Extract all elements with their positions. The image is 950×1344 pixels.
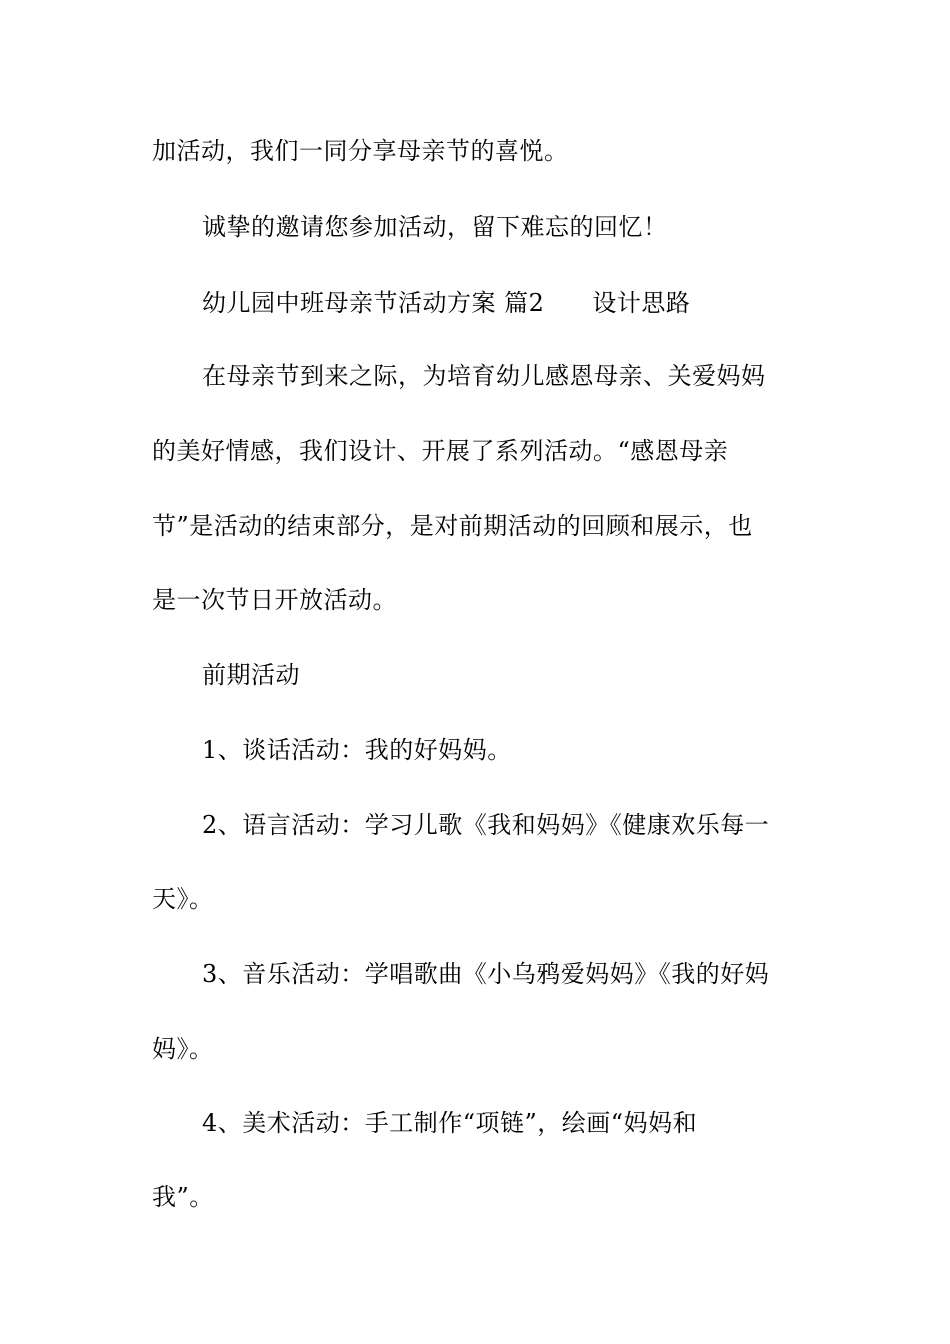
text-line: 1、谈话活动：我的好妈妈。 bbox=[202, 736, 512, 764]
text-line: 是一次节日开放活动。 bbox=[152, 586, 397, 614]
list-item bbox=[202, 1103, 697, 1143]
list-item bbox=[202, 954, 769, 994]
text-line: 2、语言活动：学习儿歌《我和妈妈》《健康欢乐每一 bbox=[202, 811, 770, 839]
list-item-continuation bbox=[152, 1177, 214, 1217]
design-paragraph-line bbox=[202, 356, 766, 396]
paragraph-continuation bbox=[152, 131, 569, 171]
text-line: 诚挚的邀请您参加活动，留下难忘的回忆！ bbox=[202, 213, 668, 241]
text-line: 在母亲节到来之际，为培育幼儿感恩母亲、关爱妈妈 bbox=[202, 362, 766, 390]
invitation-paragraph bbox=[202, 207, 668, 247]
subsection-title: 设计思路 bbox=[592, 289, 691, 317]
design-paragraph-line bbox=[152, 580, 397, 620]
list-item-continuation bbox=[152, 879, 214, 919]
section-title: 幼儿园中班母亲节活动方案 篇2 bbox=[202, 289, 545, 317]
text-line: 3、音乐活动：学唱歌曲《小乌鸦爱妈妈》《我的好妈 bbox=[202, 960, 770, 988]
list-item bbox=[202, 730, 512, 770]
list-item-continuation bbox=[152, 1029, 214, 1069]
list-item bbox=[202, 805, 769, 845]
subheading bbox=[202, 655, 300, 695]
section-heading bbox=[202, 283, 690, 323]
text-line: 前期活动 bbox=[202, 661, 300, 689]
text-line: 的美好情感，我们设计、开展了系列活动。“感恩母亲 bbox=[152, 437, 729, 465]
text-line: 我”。 bbox=[152, 1183, 214, 1211]
text-line: 妈》。 bbox=[152, 1035, 214, 1063]
text-line: 4、美术活动：手工制作“项链”，绘画“妈妈和 bbox=[202, 1109, 698, 1137]
text-line: 节”是活动的结束部分，是对前期活动的回顾和展示，也 bbox=[152, 512, 753, 540]
design-paragraph-line bbox=[152, 506, 753, 546]
text-line: 加活动，我们一同分享母亲节的喜悦。 bbox=[152, 137, 569, 165]
design-paragraph-line bbox=[152, 431, 728, 471]
text-line: 天》。 bbox=[152, 885, 214, 913]
